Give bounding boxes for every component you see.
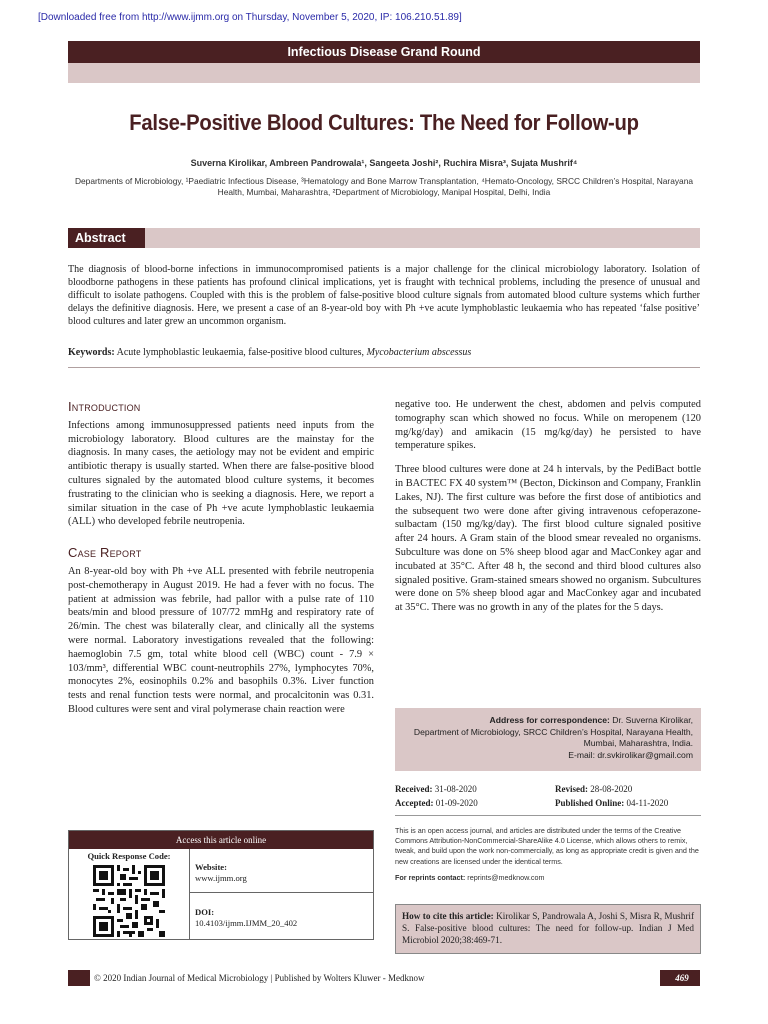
doi-value[interactable]: 10.4103/ijmm.IJMM_20_402: [195, 918, 298, 928]
download-notice[interactable]: [Downloaded free from http://www.ijmm.org on Thursday, November 5, 2020, IP: 106.210.51.89]: [38, 12, 462, 23]
reprints-email[interactable]: reprints@medknow.com: [467, 872, 545, 882]
affiliations: Departments of Microbiology, ¹Paediatric Infectious Disease, ³Hematology and Bone Marrow Transplantation, ⁴Hemato-Oncology, SRCC Children’s Hospital, Narayana Health, Mumbai, Maharashtra, ²Department of Microbiology, Manipal Hospital, Delhi, India: [74, 176, 694, 197]
left-column: [68, 400, 374, 717]
section-band-shade: [68, 63, 700, 83]
website-link[interactable]: www.ijmm.org: [195, 873, 247, 883]
revised-date: 28-08-2020: [590, 784, 633, 794]
citation-text: Kirolikar S, Pandrowala A, Joshi S, Misra R, Mushrif S. False-positive blood cultures: The need for follow-up. Indian J Med Microbiol 2020;38:469-71.: [402, 911, 694, 945]
case-report-heading: Case Report: [68, 545, 142, 561]
revised-label: Revised:: [555, 784, 588, 794]
author-list: Suverna Kirolikar, Ambreen Pandrowala¹, Sangeeta Joshi², Ruchira Misra³, Sujata Mushrif⁴: [190, 158, 578, 168]
access-online-box: [68, 830, 374, 940]
right-column: [395, 398, 701, 615]
correspondence-name: Dr. Suverna Kirolikar,: [612, 715, 693, 725]
qr-code-icon[interactable]: [93, 865, 165, 937]
keywords-text: Acute lymphoblastic leukaemia, false-positive blood cultures,: [116, 347, 365, 358]
introduction-heading: Introduction: [68, 399, 141, 414]
right-paragraph-1: negative too. He underwent the chest, abdomen and pelvis computed tomography scan which showed no focus. While on meropenem (120 mg/kg/day) and amikacin (15 mg/kg/day) he persisted to have temperature spikes.: [395, 399, 701, 452]
dates-divider: [395, 815, 701, 816]
abstract-label: Abstract: [68, 228, 145, 248]
introduction-text: Infections among immunosuppressed patients need inputs from the microbiology laboratory. Blood cultures are the mainstay for the diagnosis. In many cases, the aetiology may not be evident and empiric antibiotic therapy is usually started. When there are false-positive blood cultures signaled by the automated blood culture systems, it becomes frustrating to the clinician who is seeking a diagnosis. Here, we report a similar situation in the case of Ph +ve acute lymphoblastic leukaemia (ALL) who developed febrile neutropenia.: [68, 419, 374, 528]
page-number: 469: [675, 973, 689, 983]
published-online-date: 04-11-2020: [626, 798, 669, 808]
doi-label: DOI:: [195, 907, 215, 917]
correspondence-label: Address for correspondence:: [489, 715, 610, 725]
page-footer: [68, 970, 700, 986]
dates-block-right: [555, 782, 668, 810]
accepted-label: Accepted:: [395, 798, 434, 808]
doi-cell: [190, 893, 373, 939]
article-title: False-Positive Blood Cultures: The Need for Follow-up: [129, 110, 639, 135]
website-label: Website:: [195, 862, 227, 872]
abstract-header-bar: [68, 228, 700, 248]
correspondence-line1: Department of Microbiology, SRCC Children’s Hospital, Narayana Health,: [413, 726, 693, 737]
qr-code-cell: [69, 849, 190, 939]
published-online-label: Published Online:: [555, 798, 625, 808]
abstract-text: The diagnosis of blood-borne infections in immunocompromised patients is a major challenge for the clinical microbiology laboratory. Isolation of bloodborne pathogens in these patients has profound clinical implications, yet is fraught with technical problems, including the presence of unusual and difficult to isolate pathogens. Coupled with this is the problem of false-positive blood culture signals from automated blood culture systems which further delays the definitive diagnosis. Here, we present a case of an 8-year-old boy with Ph +ve acute lymphoblastic leukaemia who has repeated ‘false positive’ blood cultures and later grew an uncommon organism.: [68, 264, 700, 327]
license-notice: [395, 826, 701, 883]
correspondence-box: [395, 708, 701, 771]
dates-block: [395, 782, 478, 810]
footer-text: © 2020 Indian Journal of Medical Microbiology | Published by Wolters Kluwer - Medknow: [90, 970, 660, 986]
footer-accent: [68, 970, 84, 986]
qr-code-label: Quick Response Code:: [87, 851, 171, 861]
case-report-text: An 8-year-old boy with Ph +ve ALL presented with febrile neutropenia post-chemotherapy in August 2019. He had a fever with no focus. The patient at admission was febrile, had pallor with a pulse rate of 110 beats/min and blood pressure of 107/72 mmHg and respiratory rate of 26/min. The chest was bilaterally clear, and clinically all the systems were normal. Laboratory investigations revealed that the following: haemoglobin 7.5 gm, total white blood cell (WBC) count - 7.9 × 103/mm³, differential WBC count-neutrophils 27%, lymphocytes 70%, monocytes 2%, eosinophils 0.2% and basophils 0.3%. Liver function tests and renal function tests were normal, and procalcitonin was 0.31. Blood cultures were sent and viral polymerase chain reaction were: [68, 565, 374, 715]
received-label: Received:: [395, 784, 433, 794]
keywords-organism: Mycobacterium abscessus: [366, 347, 472, 358]
received-date: 31-08-2020: [434, 784, 477, 794]
citation-label: How to cite this article:: [402, 911, 494, 921]
license-text: This is an open access journal, and articles are distributed under the terms of the Creative Commons Attribution-NonCommercial-ShareAlike 4.0 License, which allows others to remix, tweak, and build upon the work non-commercially, as long as appropriate credit is given and the new creations are licensed under the identical terms.: [395, 826, 699, 866]
keywords-label: Keywords:: [68, 347, 115, 358]
access-online-header: Access this article online: [69, 831, 373, 849]
correspondence-line2: Mumbai, Maharashtra, India.: [583, 738, 693, 748]
keywords: [68, 347, 700, 358]
section-band: Infectious Disease Grand Round: [68, 41, 700, 63]
right-paragraph-2: Three blood cultures were done at 24 h intervals, by the PediBact bottle in BACTEC FX 40 system™ (Becton, Dickinson and Company, Franklin Lakes, NJ). The first culture was before the first dose of antibiotics and the subsequent two were done after giving intravenous cefoperazone-sulbactam (150 mg/kg/day). The first blood culture signaled positive after 24 hours. A Gram stain of the blood smear revealed no organisms. Subculture was done on 5% sheep blood agar and MacConkey agar and incubated at 35°C. After 48 h, the second and third blood cultures also signaled positive. Gram-stained smears showed no organism. Subcultures were done on 5% sheep blood agar and MacConkey agar and incubated at 35°C. There was no growth in any of the plates for the 5 days.: [395, 464, 701, 614]
website-cell: [190, 849, 373, 893]
divider: [68, 367, 700, 368]
citation-box: [395, 904, 701, 954]
correspondence-email[interactable]: E-mail: dr.svkirolikar@gmail.com: [568, 749, 693, 760]
reprints-label: For reprints contact:: [395, 872, 466, 882]
accepted-date: 01-09-2020: [435, 798, 478, 808]
